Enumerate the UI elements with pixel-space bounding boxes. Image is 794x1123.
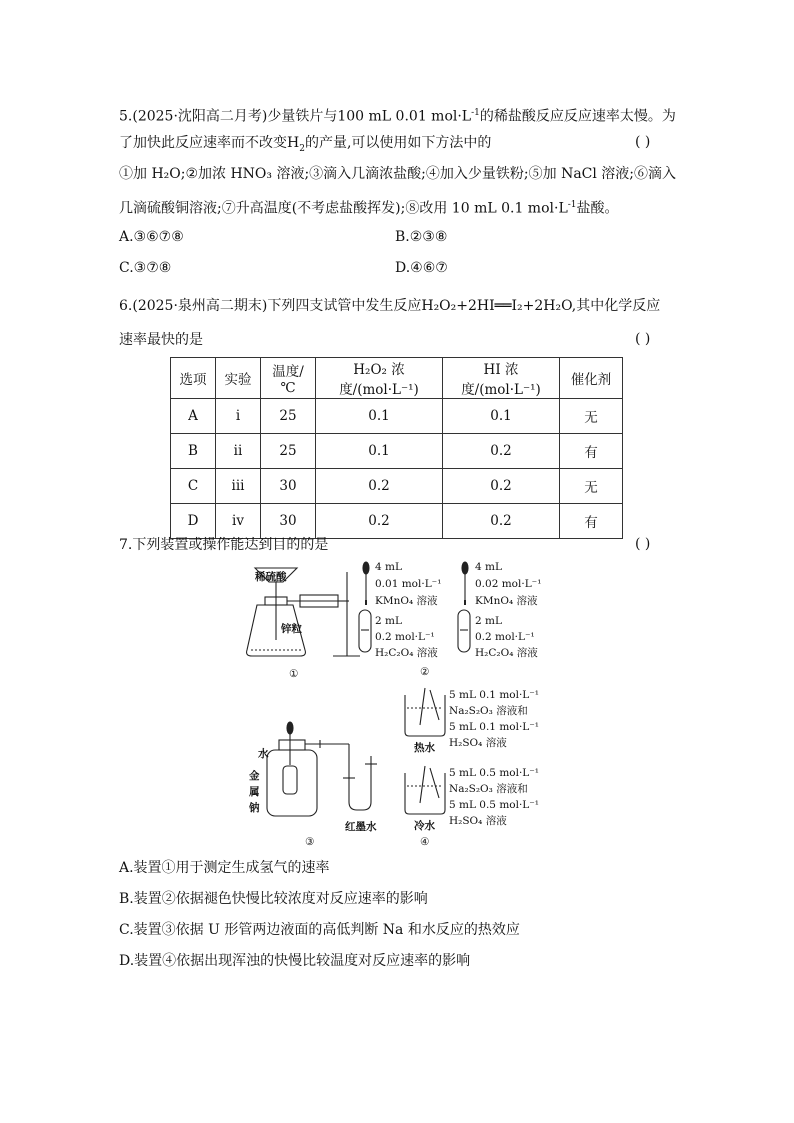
fig3-sodium-label-3: 钠 <box>249 802 260 814</box>
fig4-hot-line-2: Na₂S₂O₃ 溶液和 <box>449 705 528 717</box>
q6-line-2: 速率最快的是 <box>119 332 203 348</box>
fig4-cold-line-4: H₂SO₄ 溶液 <box>449 815 507 827</box>
q6-data-table <box>170 357 623 539</box>
table-header-row <box>171 358 623 399</box>
fig4-cold-line-2: Na₂S₂O₃ 溶液和 <box>449 783 528 795</box>
q7-answer-paren: ( ) <box>635 536 651 552</box>
beaker-cold <box>405 773 445 814</box>
table-row <box>171 399 623 434</box>
table-cell: 0.2 <box>443 469 560 504</box>
q7-option-b: B.装置②依据褪色快慢比较浓度对反应速率的影响 <box>119 891 428 907</box>
table-cell: 0.2 <box>316 504 443 539</box>
fig2-right-reagent: KMnO₄ 溶液 <box>475 595 538 607</box>
table-cell: 25 <box>261 399 316 434</box>
table-cell: iv <box>216 504 261 539</box>
table-cell: 0.1 <box>316 434 443 469</box>
q5-option-c: C.③⑦⑧ <box>119 260 172 276</box>
table-row <box>171 469 623 504</box>
fig2-left-conc: 0.01 mol·L⁻¹ <box>375 578 442 590</box>
table-cell: 0.1 <box>316 399 443 434</box>
fig2-right-conc: 0.02 mol·L⁻¹ <box>475 578 542 590</box>
table-cell: 0.2 <box>443 504 560 539</box>
fig4-hot-water-label: 热水 <box>414 742 435 754</box>
table-cell: ii <box>216 434 261 469</box>
fig3-number: ③ <box>305 836 315 848</box>
q5-line-1: 5.(2025·沈阳高二月考)少量铁片与100 mL 0.01 $mol\cdot L^{-1}$的稀盐酸反应反应速率太慢。为 <box>119 108 676 125</box>
table-cell: i <box>216 399 261 434</box>
fig2-lower-left-conc: 0.2 mol·L⁻¹ <box>375 631 435 643</box>
table-cell: 有 <box>560 434 623 469</box>
fig4-hot-line-1: 5 mL 0.1 mol·L⁻¹ <box>449 689 540 701</box>
table-row <box>171 434 623 469</box>
table-cell: 无 <box>560 469 623 504</box>
test-tube-right <box>458 610 470 652</box>
q7-option-d: D.装置④依据出现浑浊的快慢比较温度对反应速率的影响 <box>119 953 471 969</box>
u-tube <box>349 744 371 810</box>
table-row <box>171 504 623 539</box>
q5-answer-paren: ( ) <box>635 134 651 150</box>
table-cell: D <box>171 504 216 539</box>
table-cell: 30 <box>261 469 316 504</box>
table-cell: A <box>171 399 216 434</box>
fig4-cold-line-3: 5 mL 0.5 mol·L⁻¹ <box>449 799 540 811</box>
fig2-left-vol: 4 mL <box>375 561 402 573</box>
q5-line-3: ①加 H₂O;②加浓 HNO₃ 溶液;③滴入几滴浓盐酸;④加入少量铁粉;⑤加 NaCl 溶液;⑥滴入 <box>119 166 677 182</box>
table-header: H₂O₂ 浓度/(mol·L⁻¹) <box>316 358 443 399</box>
q7-line-1: 7.下列装置或操作能达到目的的是 <box>119 537 329 553</box>
fig3-water-label: 水 <box>258 748 269 760</box>
fig2-lower-right-conc: 0.2 mol·L⁻¹ <box>475 631 535 643</box>
table-header: 选项 <box>171 358 216 399</box>
fig2-right-vol: 4 mL <box>475 561 502 573</box>
fig2-lower-left-vol: 2 mL <box>375 615 402 627</box>
table-header: 实验 <box>216 358 261 399</box>
table-cell: 0.2 <box>316 469 443 504</box>
test-tube-left <box>359 610 371 652</box>
q7-option-c: C.装置③依据 U 形管两边液面的高低判断 Na 和水反应的热效应 <box>119 922 520 938</box>
table-cell: C <box>171 469 216 504</box>
table-header: 温度/℃ <box>261 358 316 399</box>
fig3-sodium-label-2: 属 <box>249 786 260 798</box>
sodium-tube <box>283 766 297 794</box>
fig2-lower-left-reagent: H₂C₂O₄ 溶液 <box>375 647 438 659</box>
q5-option-b: B.②③⑧ <box>395 229 448 245</box>
q5-line-4: 几滴硫酸铜溶液;⑦升高温度(不考虑盐酸挥发);⑧改用 10 mL 0.1 $mol\cdot L^{-1}$盐酸。 <box>119 200 619 217</box>
fig4-cold-water-label: 冷水 <box>414 820 435 832</box>
q7-option-a: A.装置①用于测定生成氢气的速率 <box>119 860 330 876</box>
table-cell: 30 <box>261 504 316 539</box>
fig3-ink-label: 红墨水 <box>345 821 377 833</box>
fig1-zinc-label: 锌粒 <box>281 623 302 635</box>
q5-option-a: A.③⑥⑦⑧ <box>119 229 184 245</box>
q6-answer-paren: ( ) <box>635 331 651 347</box>
fig2-number: ② <box>420 666 430 678</box>
q7-apparatus-figure <box>225 560 565 850</box>
table-cell: 0.2 <box>443 434 560 469</box>
fig1-acid-label: 稀硫酸 <box>255 571 287 583</box>
fig2-left-reagent: KMnO₄ 溶液 <box>375 595 438 607</box>
table-header: HI 浓度/(mol·L⁻¹) <box>443 358 560 399</box>
fig4-hot-line-3: 5 mL 0.1 mol·L⁻¹ <box>449 721 540 733</box>
fig4-hot-line-4: H₂SO₄ 溶液 <box>449 737 507 749</box>
fig2-lower-right-reagent: H₂C₂O₄ 溶液 <box>475 647 538 659</box>
table-cell: 0.1 <box>443 399 560 434</box>
reaction-bottle <box>267 750 317 816</box>
beaker-hot <box>405 695 445 736</box>
fig4-cold-line-1: 5 mL 0.5 mol·L⁻¹ <box>449 767 540 779</box>
table-header: 催化剂 <box>560 358 623 399</box>
table-cell: iii <box>216 469 261 504</box>
fig1-number: ① <box>289 668 299 680</box>
fig2-lower-right-vol: 2 mL <box>475 615 502 627</box>
table-cell: 无 <box>560 399 623 434</box>
q6-line-1: 6.(2025·泉州高二期末)下列四支试管中发生反应H₂O₂+2HI══I₂+2H₂O,其中化学反应 <box>119 298 661 314</box>
fig3-sodium-label-1: 金 <box>249 770 260 782</box>
q5-line-2: 了加快此反应速率而不改变$H_2$的产量,可以使用如下方法中的 <box>119 135 492 154</box>
fig4-number: ④ <box>420 836 430 848</box>
table-cell: 有 <box>560 504 623 539</box>
table-cell: B <box>171 434 216 469</box>
q5-option-d: D.④⑥⑦ <box>395 260 448 276</box>
table-cell: 25 <box>261 434 316 469</box>
